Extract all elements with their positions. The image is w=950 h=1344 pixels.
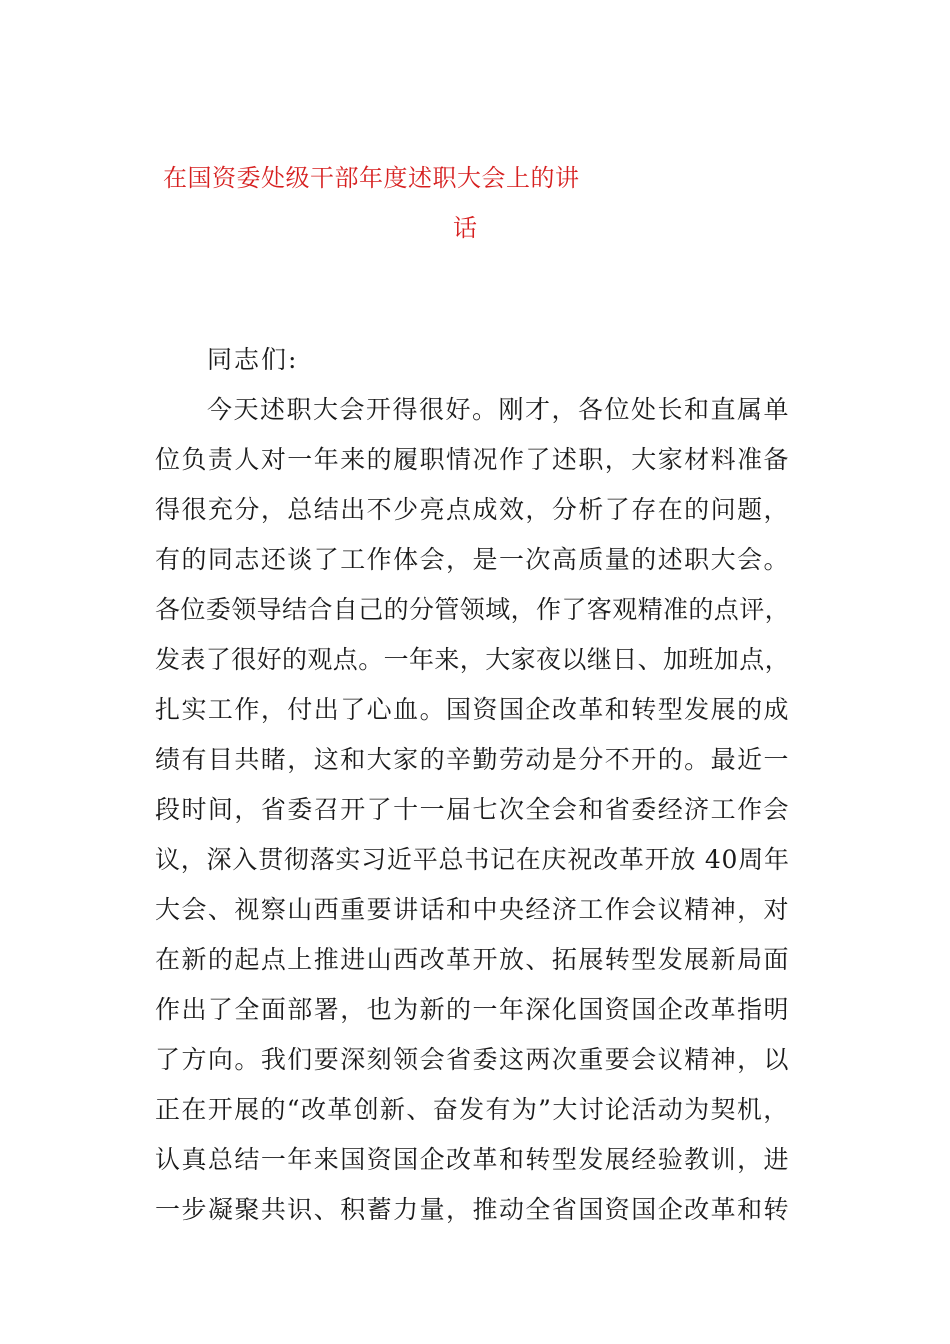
body-line: 绩有目共睹，这和大家的辛勤劳动是分不开的。最近一 [155, 745, 791, 774]
body-line: 认真总结一年来国资国企改革和转型发展经验教训，进 [155, 1145, 791, 1174]
body-line: 了方向。我们要深刻领会省委这两次重要会议精神，以 [155, 1045, 791, 1074]
body-line: 正在开展的“改革创新、奋发有为”大讨论活动为契机， [155, 1095, 790, 1124]
body-line: 发表了很好的观点。一年来，大家夜以继日、加班加点， [155, 645, 791, 674]
body-line: 得很充分，总结出不少亮点成效，分析了存在的问题， [155, 495, 791, 524]
body-line: 位负责人对一年来的履职情况作了述职，大家材料准备 [155, 445, 791, 474]
document-title-line-2: 话 [453, 214, 478, 242]
body-line: 扎实工作，付出了心血。国资国企改革和转型发展的成 [155, 695, 791, 724]
body-line: 段时间，省委召开了十一届七次全会和省委经济工作会 [155, 795, 791, 824]
body-line: 大会、视察山西重要讲话和中央经济工作会议精神，对 [155, 895, 791, 924]
body-line: 在新的起点上推进山西改革开放、拓展转型发展新局面 [155, 945, 791, 974]
body-line: 有的同志还谈了工作体会，是一次高质量的述职大会。 [155, 545, 791, 574]
document-title-line-1: 在国资委处级干部年度述职大会上的讲 [163, 164, 580, 192]
body-line: 今天述职大会开得很好。刚才，各位处长和直属单 [207, 395, 791, 424]
body-line: 各位委领导结合自己的分管领域，作了客观精准的点评， [155, 595, 791, 624]
body-line: 作出了全面部署，也为新的一年深化国资国企改革指明 [155, 995, 791, 1024]
body-line: 一步凝聚共识、积蓄力量，推动全省国资国企改革和转 [155, 1195, 791, 1224]
body-line: 议，深入贯彻落实习近平总书记在庆祝改革开放 40周年 [155, 845, 790, 874]
salutation: 同志们: [207, 345, 299, 374]
